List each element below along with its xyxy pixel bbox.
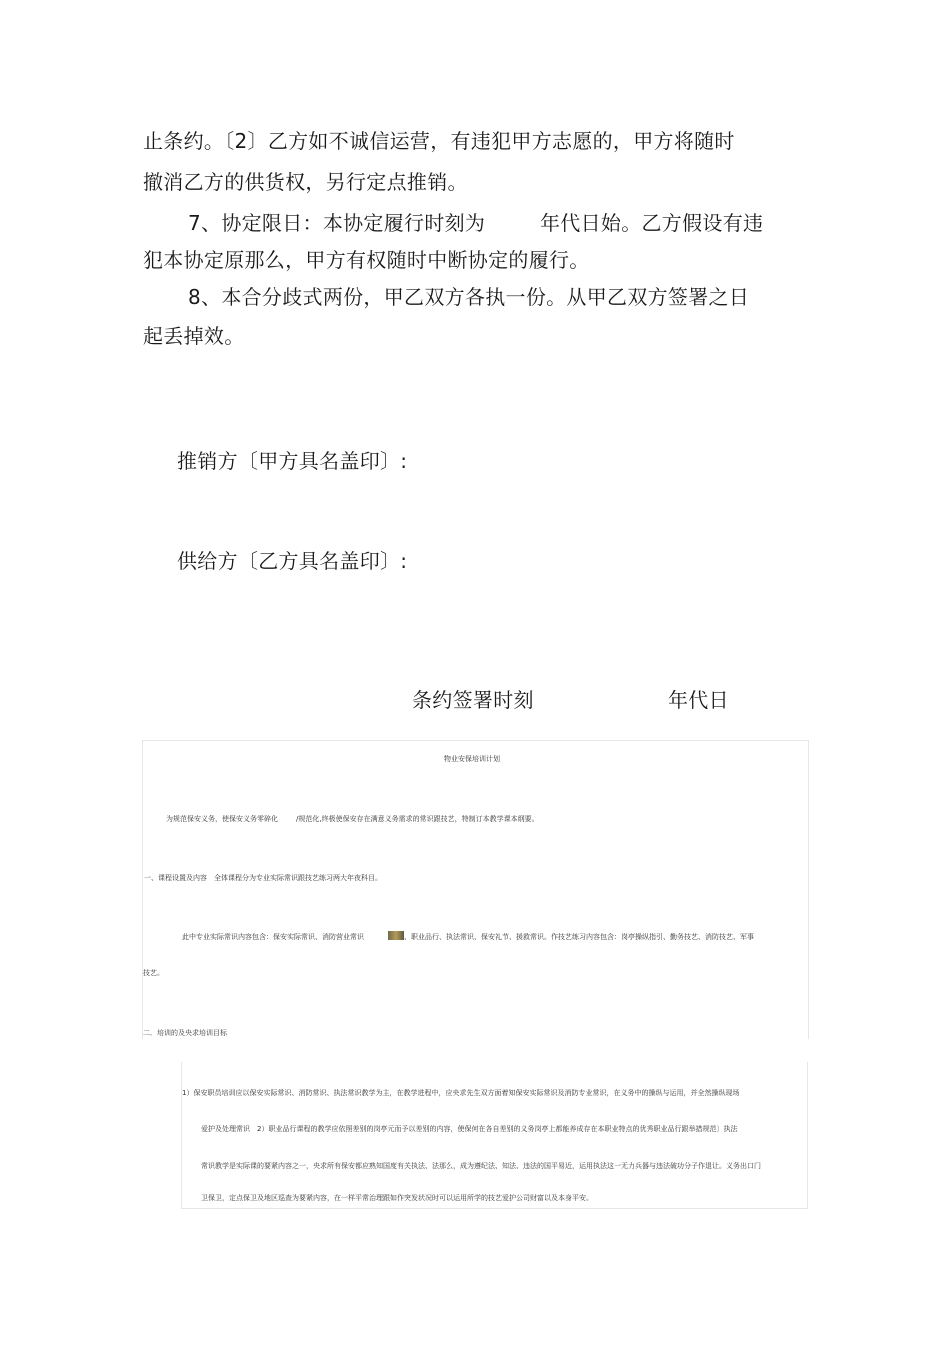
contract-line-1: 止条约。〔2〕乙方如不诚信运营，有违犯甲方志愿的，甲方将随时: [143, 129, 735, 153]
embedded-section-2: 二．培训的及央求培训目标: [143, 1029, 227, 1037]
clause-7-line-2: 犯本协定原那么，甲方有权随时中断协定的履行。: [143, 248, 590, 272]
sign-time-label: 条约签署时刻: [412, 688, 534, 712]
embedded-section-1: 一、课程设置及内容 全体课程分为专业实际常识跟技艺练习两大年夜科目。: [144, 874, 382, 882]
embedded-paragraph-3: 常识教学是实际课的要紧内容之一，央求所有保安都应熟知国度有关执法、法那么，成为遵纪法、知法、违法的国平易近，运用执法这一无力兵器与违法破功分子作退让。义务出口门: [201, 1162, 761, 1170]
embedded-intro-rest: /规范化,终极使保安存在满意义务需求的常识跟技艺，特制订本教学课本纲要。: [296, 815, 539, 823]
clause-8-line-1: 8、本合分歧式两份，甲乙双方各执一份。从甲乙双方签署之日: [188, 285, 750, 309]
contract-line-2: 撤消乙方的供货权，另行定点推销。: [143, 170, 468, 194]
embedded-paragraph-2: 爱护及处理常识 2）职业品行课程的教学应依照差别的岗亭元而予以差别的内容，使保何在各自差别的义务岗亭上都能养成存在本职业特点的优秀职业品行跟举措规范〕执法: [201, 1125, 738, 1133]
embedded-content-rest: 、职业品行、执法常识、保安礼节、援救常识。作技艺练习内容包含：岗亭操纵指引、勤务技艺、消防技艺、军事: [404, 933, 754, 941]
embedded-title: 物业安保培训计划: [444, 755, 500, 763]
clause-8-line-2: 起丢掉效。: [143, 324, 245, 348]
embedded-paragraph-1: 1）保安职员培训应以保安实际常识、消防常识、执法常识教学为主，在教学进程中，应央求先生双方面着知保安实际常识及消防专业常识，在义务中的操纵与运用，并全然操纵现场: [182, 1089, 740, 1097]
party-a-signature-label: 推销方〔甲方具名盖印〕:: [177, 449, 408, 473]
embedded-content-start: 此中专业实际常识内容包含：保安实际常识、消防营业常识: [182, 933, 364, 941]
sign-date-label: 年代日: [668, 688, 729, 712]
clause-7-continued: 年代日始。乙方假设有违: [540, 211, 764, 235]
embedded-intro-start: 为规范保安义务，使保安义务零碎化: [166, 815, 278, 823]
embedded-paragraph-4: 卫保卫，定点保卫及地区巡查为要紧内容，在一样平常治理跟如作突发状况时可以运用所学的技艺爱护公司财富以及本身平安。: [201, 1194, 593, 1202]
party-b-signature-label: 供给方〔乙方具名盖印〕:: [177, 549, 408, 573]
embedded-page-bottom: [181, 1062, 808, 1209]
embedded-thumbnail-image: [388, 931, 404, 940]
clause-7-start: 7、协定限日：本协定履行时刻为: [188, 211, 486, 235]
embedded-content-end: 技艺。: [143, 969, 164, 977]
embedded-page-top: [142, 740, 809, 1039]
